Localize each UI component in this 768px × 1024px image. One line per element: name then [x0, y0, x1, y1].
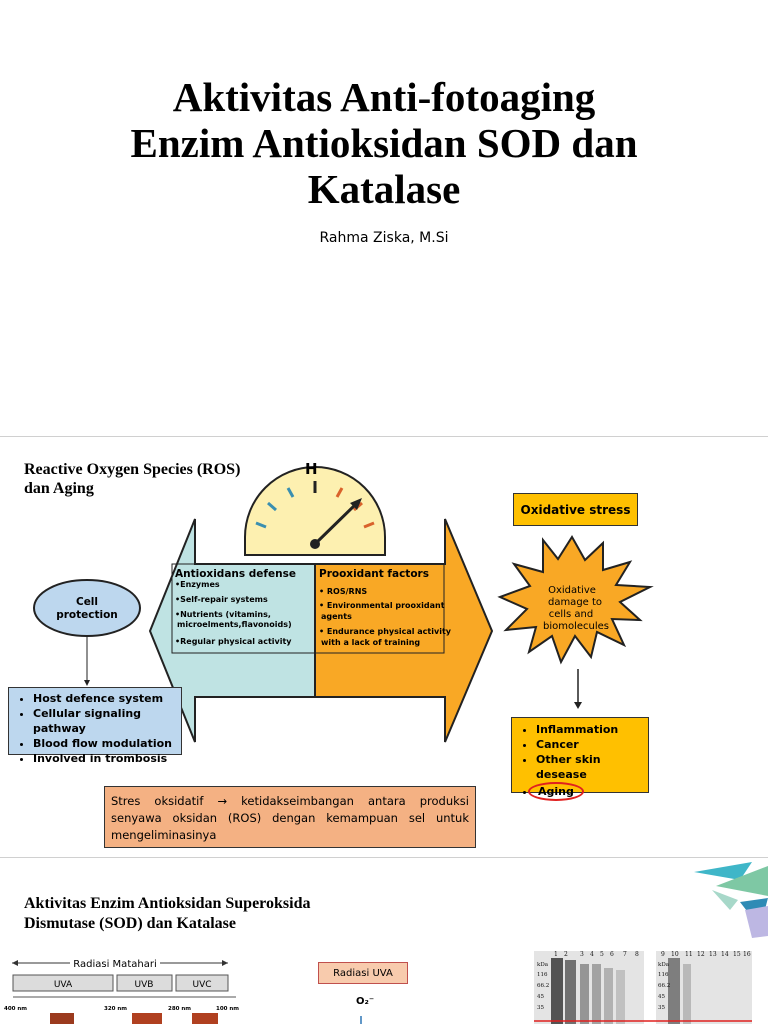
list-item: • Host defence system: [33, 691, 175, 706]
slide3-graphics: [0, 858, 768, 1024]
band-label: UVB: [134, 980, 154, 990]
aging-highlight: Aging: [528, 782, 584, 801]
gel-lane-number: 15: [733, 951, 741, 958]
gel-lane-number: 4: [590, 951, 594, 958]
gel-marker: 45: [537, 994, 544, 1000]
gel-lane-number: 12: [697, 951, 705, 958]
gel-lane-number: 8: [635, 951, 639, 958]
gel-marker: 66.2: [658, 983, 671, 989]
gel-lane-number: 7: [623, 951, 627, 958]
gauge-dial: [245, 460, 385, 555]
damage-label: cells and: [548, 609, 594, 620]
prooxidant-item: agents: [321, 612, 352, 621]
damage-label: biomolecules: [542, 621, 610, 632]
oxidative-stress-box: Oxidative stress: [513, 493, 638, 526]
gel-marker: kDa: [658, 962, 670, 968]
gel-marker: 35: [658, 1005, 665, 1011]
decorative-logo: [694, 862, 768, 938]
gel-marker: 116: [537, 972, 548, 978]
skin-layer-block: [132, 1013, 162, 1024]
gel-lane-number: 9: [661, 951, 665, 958]
author-name: Rahma Ziska, M.Si: [319, 230, 449, 246]
antioxidant-item: microelments,flavonoids): [177, 620, 292, 629]
host-functions-list: [15, 691, 175, 766]
prooxidant-item: • ROS/RNS: [319, 587, 368, 596]
wavelength-label: 100 nm: [216, 1006, 240, 1012]
title-line: Aktivitas Anti-fotoaging: [172, 74, 596, 120]
heading-line: Reactive Oxygen Species (ROS): [24, 461, 241, 478]
ros-aging-slide: [0, 437, 768, 857]
gel-marker: 66.2: [537, 983, 550, 989]
heading-line: Aktivitas Enzim Antioksidan Superoksida: [24, 895, 311, 912]
gel-lane-number: 14: [721, 951, 729, 958]
prooxidant-title: Prooxidant factors: [319, 568, 429, 580]
heading-line: Dismutase (SOD) dan Katalase: [24, 915, 237, 932]
list-item: • Cancer: [536, 737, 642, 752]
uva-radiation-label: Radiasi UVA: [318, 962, 408, 984]
gel-marker: kDa: [537, 962, 549, 968]
band-label: UVA: [53, 980, 73, 990]
title-line: Enzim Antioksidan SOD dan: [130, 120, 638, 166]
gel-lane-number: 1: [554, 951, 558, 958]
prooxidant-item: • Environmental prooxidant: [319, 601, 445, 610]
spectrum-title: Radiasi Matahari: [73, 959, 157, 970]
gel-marker: 35: [537, 1005, 544, 1011]
skin-layer-block: [192, 1013, 218, 1024]
gel-lane-number: 11: [685, 951, 693, 958]
gel-lane-number: 13: [709, 951, 717, 958]
heading-line: dan Aging: [24, 480, 94, 497]
damage-label: damage to: [547, 597, 603, 608]
gel-electrophoresis-image: [534, 951, 752, 1024]
wavelength-label: 280 nm: [168, 1006, 192, 1012]
gel-lane-number: 10: [671, 951, 679, 958]
antioxidant-item: •Nutrients (vitamins,: [175, 610, 271, 619]
cell-protection-label: Cell: [75, 596, 99, 608]
uv-spectrum-diagram: [4, 959, 239, 1024]
prooxidant-item: with a lack of training: [321, 638, 421, 647]
title-line: Katalase: [307, 166, 461, 212]
gauge-label: H: [305, 460, 318, 478]
gel-lane-number: 2: [564, 951, 568, 958]
host-functions-box: [8, 687, 182, 765]
list-item: • Involved in trombosis: [33, 751, 175, 766]
gel-lane-number: 6: [610, 951, 614, 958]
antioxidant-item: •Enzymes: [175, 580, 220, 589]
skin-effects-box: [511, 717, 649, 798]
list-item: • Inflammation: [536, 722, 642, 737]
wavelength-label: 320 nm: [104, 1006, 128, 1012]
gel-lane-number: 3: [580, 951, 584, 958]
gel-marker: 116: [658, 972, 669, 978]
skin-effects-list: [518, 722, 642, 801]
sod-catalase-slide: [0, 858, 768, 1024]
list-item: • Blood flow modulation: [33, 736, 175, 751]
list-item: • Other skin desease: [536, 752, 642, 782]
prooxidant-item: • Endurance physical activity: [319, 627, 451, 636]
wavelength-label: 400 nm: [4, 1006, 28, 1012]
presentation-title: [0, 74, 768, 212]
gel-marker: 45: [658, 994, 665, 1000]
title-slide: [0, 0, 768, 436]
band-label: UVC: [192, 980, 212, 990]
skin-layer-block: [50, 1013, 74, 1024]
gel-lane-number: 5: [600, 951, 604, 958]
cell-protection-ellipse: [34, 580, 140, 636]
antioxidant-title: Antioxidans defense: [175, 568, 296, 580]
cell-protection-label: protection: [56, 609, 118, 621]
damage-label: Oxidative: [548, 585, 596, 596]
superoxide-label: O₂⁻: [356, 996, 375, 1007]
antioxidant-item: •Self-repair systems: [175, 595, 268, 604]
list-item: [536, 782, 642, 801]
antioxidant-item: •Regular physical activity: [175, 637, 292, 646]
gel-lane-number: 16: [743, 951, 751, 958]
oxidative-stress-definition: Stres oksidatif → ketidakseimbangan antara produksi senyawa oksidan (ROS) dengan kemampuan sel untuk mengeliminasinya: [104, 786, 476, 848]
list-item: • Cellular signaling pathway: [33, 706, 175, 736]
